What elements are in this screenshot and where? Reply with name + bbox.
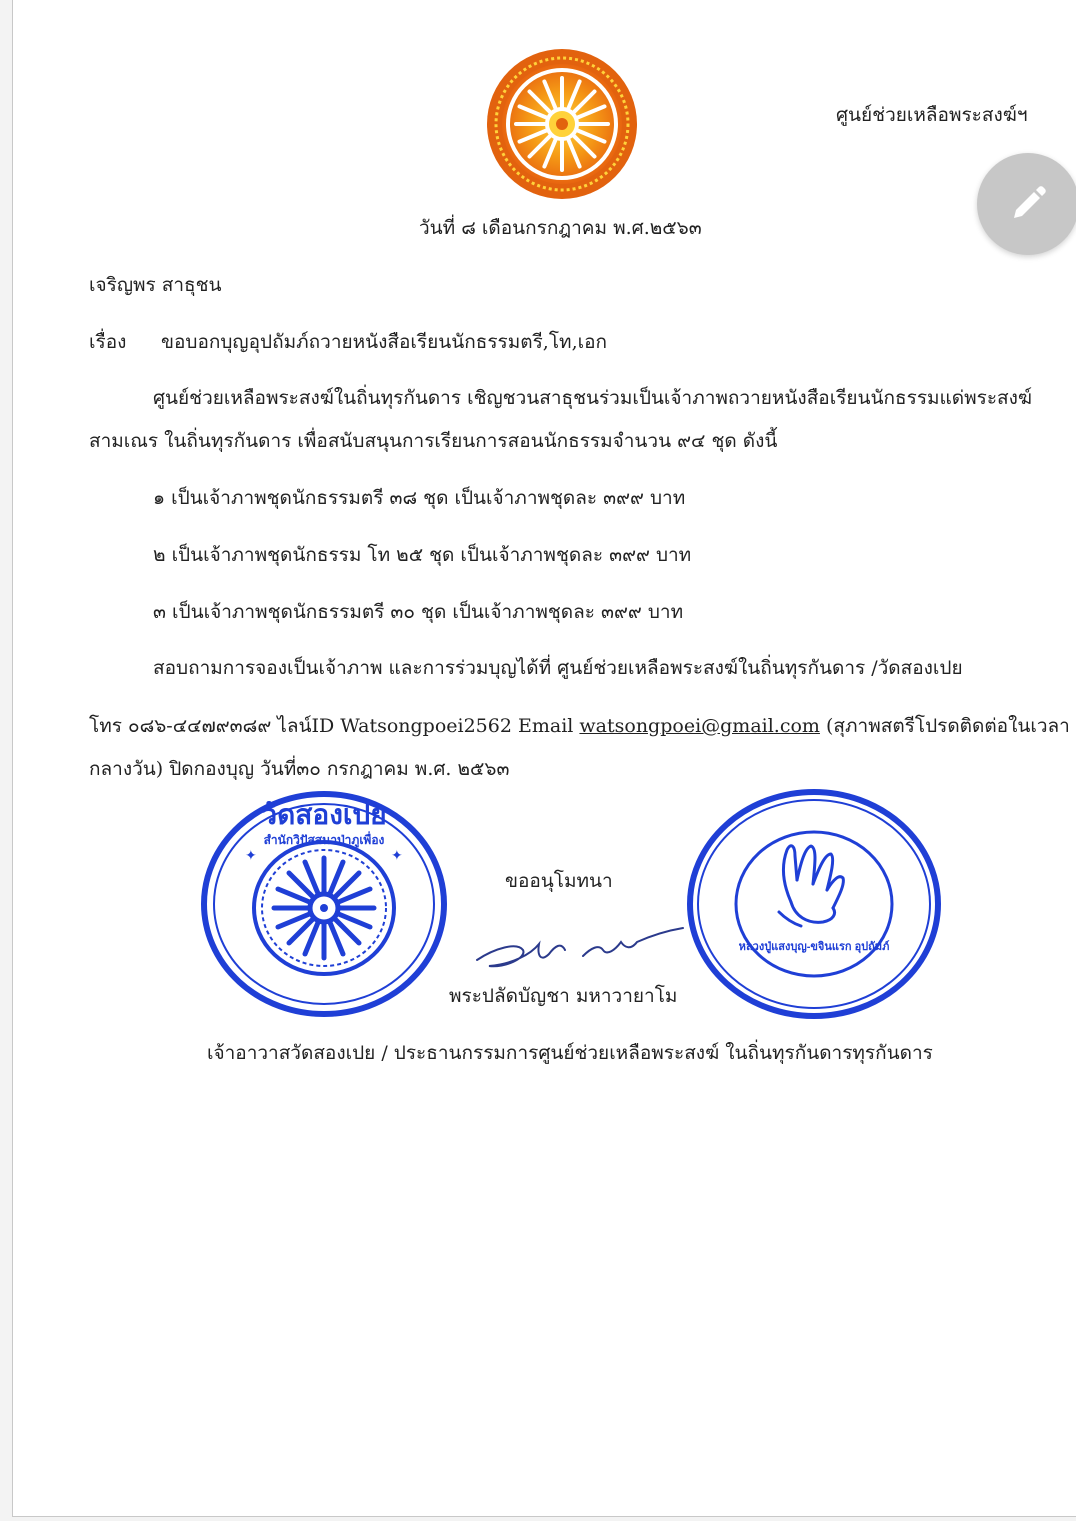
closing-line: กลางวัน) ปิดกองบุญ วันที่๓๐ กรกฎาคม พ.ศ. ๒๕๖๓ xyxy=(89,758,510,780)
subject-text: ขอบอกบุญอุปถัมภ์ถวายหนังสือเรียนนักธรรมตรี,โท,เอก xyxy=(161,331,608,353)
list-item: ๒ เป็นเจ้าภาพชุดนักธรรม โท ๒๕ ชุด เป็นเจ้าภาพชุดละ ๓๙๙ บาท xyxy=(153,544,692,566)
list-item: ๑ เป็นเจ้าภาพชุดนักธรรมตรี ๓๘ ชุด เป็นเจ้าภาพชุดละ ๓๙๙ บาท xyxy=(153,487,686,509)
inquiry-line: สอบถามการจองเป็นเจ้าภาพ และการร่วมบุญได้ที่ ศูนย์ช่วยเหลือพระสงฆ์ในถิ่นทุรกันดาร /วัดสองเปย xyxy=(153,657,963,679)
seal-temple-name: วัดสองเปย xyxy=(261,799,387,830)
subject-label: เรื่อง xyxy=(89,331,127,353)
temple-seal-left xyxy=(199,788,449,1020)
organization-name: ศูนย์ช่วยเหลือพระสงฆ์ฯ xyxy=(836,104,1028,126)
signer-name: พระปลัดบัญชา มหาวายาโม xyxy=(449,985,678,1007)
pencil-icon xyxy=(1008,184,1048,224)
dharma-wheel-logo xyxy=(486,48,638,200)
handwritten-signature xyxy=(465,920,685,980)
list-item: ๓ เป็นเจ้าภาพชุดนักธรรมตรี ๓๐ ชุด เป็นเจ้าภาพชุดละ ๓๙๙ บาท xyxy=(153,601,684,623)
email-link[interactable]: watsongpoei@gmail.com xyxy=(579,715,820,737)
contact-prefix: โทร ๐๘๖-๔๔๗๙๓๘๙ ไลน์ID Watsongpoei2562 Email xyxy=(89,715,580,737)
body-line-1: ศูนย์ช่วยเหลือพระสงฆ์ในถิ่นทุรกันดาร เชิญชวนสาธุชนร่วมเป็นเจ้าภาพถวายหนังสือเรียนนักธรรมแด่พระสงฆ์ xyxy=(153,387,1033,409)
body-line-2: สามเณร ในถิ่นทุรกันดาร เพื่อสนับสนุนการเรียนการสอนนักธรรมจำนวน ๙๔ ชุด ดังนี้ xyxy=(89,430,778,452)
center-seal-right xyxy=(683,784,945,1024)
seal-temple-sub: สำนักวิปัสสนาป่าภูเพื่อง xyxy=(263,833,385,847)
thanks-text: ขออนุโมทนา xyxy=(505,870,613,892)
document-page xyxy=(12,0,1076,1517)
seal-center-text: หลวงปู่แสงบุญ-ขจินแรก อุปถัมภ์ xyxy=(738,941,890,953)
contact-line xyxy=(89,714,1070,738)
salutation: เจริญพร สาธุชน xyxy=(89,274,222,296)
praying-hands-icon xyxy=(779,846,843,926)
date-line: วันที่ ๘ เดือนกรกฎาคม พ.ศ.๒๕๖๓ xyxy=(419,217,702,239)
signer-title: เจ้าอาวาสวัดสองเปย / ประธานกรรมการศูนย์ช่วยเหลือพระสงฆ์ ในถิ่นทุรกันดารทุรกันดาร xyxy=(207,1042,933,1064)
edit-button[interactable] xyxy=(977,153,1076,255)
star-mark: ✦ xyxy=(391,848,403,864)
star-mark: ✦ xyxy=(245,848,257,864)
contact-suffix: (สุภาพสตรีโปรดติดต่อในเวลา xyxy=(819,715,1070,737)
